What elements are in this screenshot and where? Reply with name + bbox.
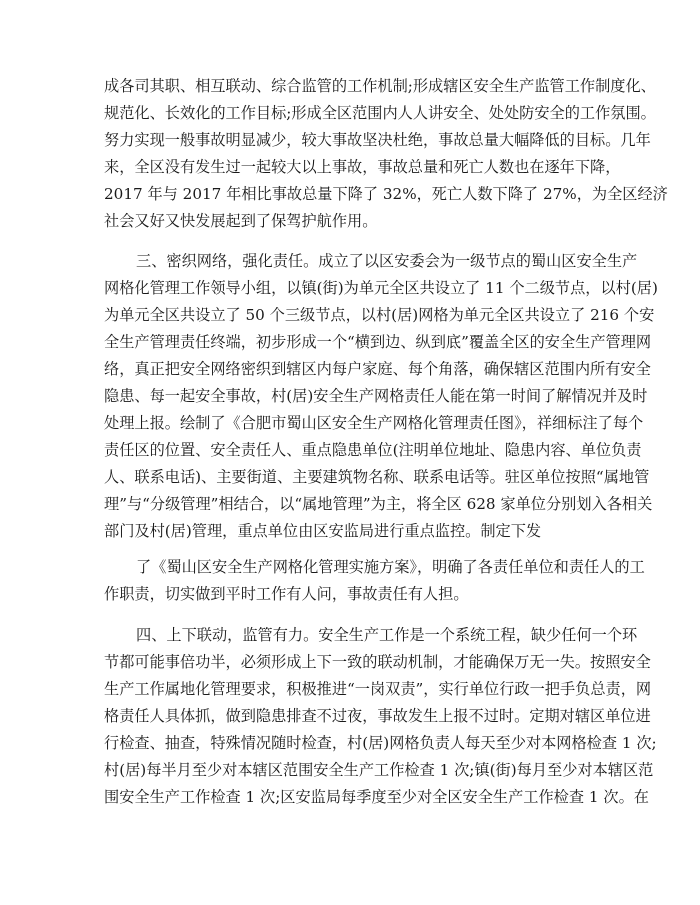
text-line: 围安全生产工作检查 1 次;区安监局每季度至少对全区安全生产工作检查 1 次。在 xyxy=(104,788,649,806)
text-line: 了《蜀山区安全生产网格化管理实施方案》，明确了各责任单位和责任人的工 xyxy=(136,558,645,576)
text-line: 责任区的位置、安全责任人、重点隐患单位(注明单位地址、隐患内容、单位负责 xyxy=(104,441,642,459)
text-line: 来，全区没有发生过一起较大以上事故，事故总量和死亡人数也在逐年下降， xyxy=(104,158,621,176)
paragraph-4 xyxy=(104,625,657,815)
text-line: 生产工作属地化管理要求，积极推进“一岗双责”，实行单位行政一把手负总责，网 xyxy=(104,680,652,698)
text-line: 规范化、长效化的工作目标;形成全区范围内人人讲安全、处处防安全的工作氛围。 xyxy=(104,104,656,122)
text-line: 努力实现一般事故明显减少，较大事故坚决杜绝，事故总量大幅降低的目标。几年 xyxy=(104,131,651,149)
text-line: 理”与“分级管理”相结合，以“属地管理”为主，将全区 628 家单位分别划入各相关 xyxy=(104,495,653,513)
text-line: 2017 年与 2017 年相比事故总量下降了 32%，死亡人数下降了 27%，为全区经济 xyxy=(104,185,668,203)
text-line: 处理上报。绘制了《合肥市蜀山区安全生产网格化管理责任图》，祥细标注了每个 xyxy=(104,414,644,432)
text-line: 行检查、抽查，特殊情况随时检查，村(居)网格负责人每天至少对本网格检查 1 次; xyxy=(104,734,657,752)
text-line: 为单元全区共设立了 50 个三级节点，以村(居)网格为单元全区共设立了 216 个安 xyxy=(104,306,655,324)
text-line: 人、联系电话)、主要街道、主要建筑物名称、联系电话等。驻区单位按照“属地管 xyxy=(104,468,650,486)
text-line: 络，真正把安全网络密织到辖区内每户家庭、每个角落，确保辖区范围内所有安全 xyxy=(104,360,651,378)
text-line: 隐患、每一起安全事故，村(居)安全生产网格责任人能在第一时间了解情况并及时 xyxy=(104,387,648,405)
text-line: 节都可能事倍功半，必须形成上下一致的联动机制，才能确保万无一失。按照安全 xyxy=(104,653,651,671)
text-line: 部门及村(居)管理，重点单位由区安监局进行重点监控。制定下发 xyxy=(104,522,542,540)
text-line: 四、上下联动，监管有力。安全生产工作是一个系统工程，缺少任何一个环 xyxy=(136,626,638,644)
text-line: 格责任人具体抓，做到隐患排查不过夜，事故发生上报不过时。定期对辖区单位进 xyxy=(104,707,651,725)
text-line: 网格化管理工作领导小组，以镇(街)为单元全区共设立了 11 个二级节点，以村(居) xyxy=(104,279,658,297)
text-line: 成各司其职、相互联动、综合监管的工作机制;形成辖区安全生产监管工作制度化、 xyxy=(104,77,656,95)
text-line: 作职责，切实做到平时工作有人问，事故责任有人担。 xyxy=(104,585,469,603)
paragraph-2 xyxy=(104,251,658,543)
text-line: 社会又好又快发展起到了保驾护航作用。 xyxy=(104,212,378,230)
text-line: 全生产管理责任终端，初步形成一个“横到边、纵到底”覆盖全区的安全生产管理网 xyxy=(104,333,652,351)
paragraph-3 xyxy=(104,557,645,607)
text-line: 三、密织网络，强化责任。成立了以区安委会为一级节点的蜀山区安全生产 xyxy=(136,252,638,270)
paragraph-1 xyxy=(104,76,668,230)
text-line: 村(居)每半月至少对本辖区范围安全生产工作检查 1 次;镇(街)每月至少对本辖区范 xyxy=(104,761,654,779)
